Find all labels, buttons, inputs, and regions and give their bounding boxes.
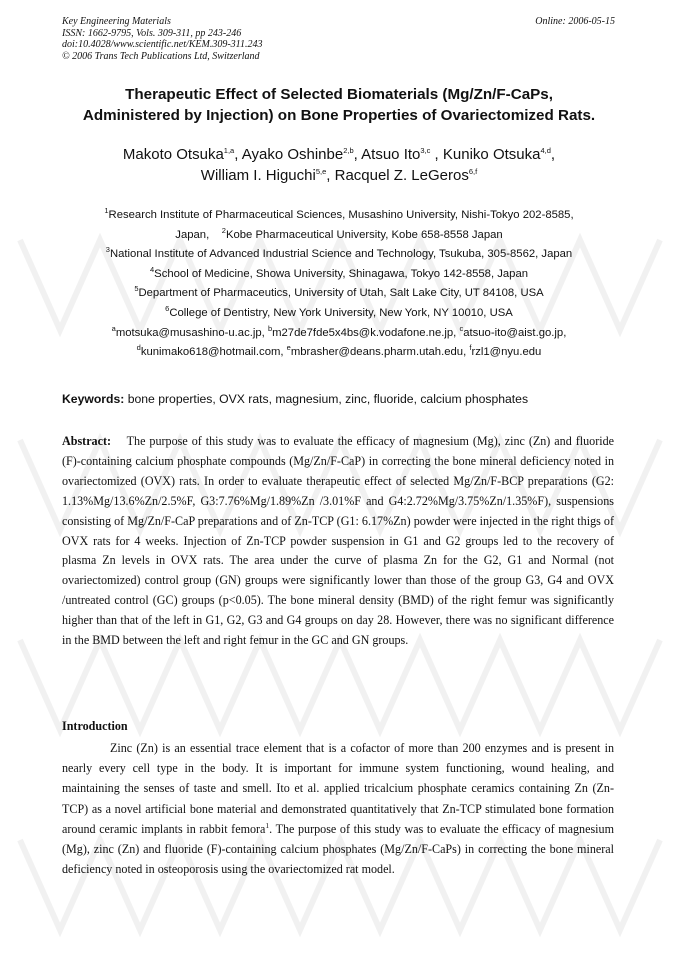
author-name: Kuniko Otsuka bbox=[442, 146, 541, 163]
author-affil-sup: 3,c bbox=[420, 146, 431, 155]
intro-text-2: . The purpose of this study was to evaluate the efficacy of magnesium (Mg), zinc (Zn) and fluoride (F)-containing calcium phosphates (Mg/Zn/F-CaPs) in correcting the bone mineral deficiency noted in osteoporosis using the ovariectomized rat model. bbox=[62, 821, 614, 877]
affiliation-6 bbox=[40, 304, 638, 324]
affiliation-3 bbox=[40, 245, 638, 265]
author-name: Racquel Z. LeGeros bbox=[334, 167, 469, 184]
affiliations bbox=[40, 206, 638, 363]
author-list bbox=[40, 144, 638, 186]
affil-text: National Institute of Advanced Industrial Science and Technology, Tsukuba, 305-8562, Japan bbox=[109, 248, 573, 261]
author-affil-sup: 5,e bbox=[315, 167, 327, 176]
email-link[interactable]: kunimako618@hotmail.com, bbox=[140, 346, 284, 359]
author-sep: , bbox=[353, 146, 362, 163]
journal-header bbox=[62, 16, 262, 62]
affil-sup: 1 bbox=[104, 206, 109, 216]
affil-text: Kobe Pharmaceutical University, Kobe 658-8558 Japan bbox=[225, 228, 503, 241]
author-sep: , bbox=[550, 146, 556, 163]
email-line-2 bbox=[40, 343, 638, 363]
email-sup: f bbox=[469, 343, 472, 353]
affil-text: Department of Pharmaceutics, University of Utah, Salt Lake City, UT 84108, USA bbox=[138, 287, 544, 300]
journal-name: Key Engineering Materials bbox=[62, 16, 171, 27]
affiliation-4 bbox=[40, 265, 638, 285]
abstract-text: The purpose of this study was to evaluate the efficacy of magnesium (Mg), zinc (Zn) and fluoride (F)-containing calcium phosphate compounds (Mg/Zn/F-CaP) in correcting the bone mineral deficiency noted in ovariectomized (OVX) rats. In order to evaluate therapeutic effect of selected Mg/Zn/F-BCP preparations (G2: 1.13%Mg/13.6%Zn/2.5%F, G3:7.76%Mg/1.89%Zn /3.01%F and G4:2.72%Mg/3.75%Zn/1.35%F), suspensions consisting of Mg/Zn/F-CaP preparations and of Zn-TCP (G1: 6.17%Zn) powder were injected in the right thigs of OVX rats for 4 weeks. Injection of Zn-TCP powder suspension in G1 and G2 groups led to the recovery of plasma Zn levels in OVX rats. The area under the curve of plasma Zn for the G2, G1 and Normal (not ovariectomized) control group (GN) groups were significantly lower than those of the group G3, G4 and OVX /untreated control (GC) groups (p<0.05). The bone mineral density (BMD) of the right femur was significantly higher than that of the left in G1, G2, G3 and G4 groups on day 28. However, there was no significant difference in the BMD between the left and right femur in the GC and GN groups. bbox=[62, 434, 614, 648]
paper-title bbox=[40, 84, 638, 126]
email-sup: e bbox=[286, 343, 291, 353]
introduction-body bbox=[62, 738, 614, 879]
affil-sup: 3 bbox=[105, 245, 110, 255]
author-affil-sup: 4,d bbox=[540, 146, 551, 155]
keywords-text: bone properties, OVX rats, magnesium, zinc, fluoride, calcium phosphates bbox=[127, 392, 529, 406]
email-sup: d bbox=[136, 343, 141, 353]
author-line-2 bbox=[40, 165, 638, 186]
author-name: Atsuo Ito bbox=[361, 146, 421, 163]
title-line-1: Therapeutic Effect of Selected Biomaterials (Mg/Zn/F-CaPs, bbox=[125, 86, 553, 103]
email-link[interactable]: atsuo-ito@aist.go.jp, bbox=[463, 326, 567, 339]
affil-text: College of Dentistry, New York University, New York, NY 10010, USA bbox=[169, 306, 513, 319]
online-date: Online: 2006-05-15 bbox=[535, 16, 615, 27]
affil-sup: 4 bbox=[149, 265, 155, 275]
author-affil-sup: 1,a bbox=[223, 146, 235, 155]
author-line-1 bbox=[40, 144, 638, 165]
author-sep: , bbox=[326, 167, 335, 184]
author-name: Makoto Otsuka bbox=[122, 146, 224, 163]
affil-sup: 2 bbox=[221, 225, 226, 235]
author-affil-sup: 2,b bbox=[343, 146, 354, 155]
keywords-label: Keywords: bbox=[62, 392, 125, 406]
affiliation-1-2 bbox=[40, 226, 638, 246]
affiliation-1 bbox=[40, 206, 638, 226]
email-link[interactable]: m27de7fde5x4bs@k.vodafone.ne.jp, bbox=[272, 326, 457, 339]
email-link[interactable]: mbrasher@deans.pharm.utah.edu, bbox=[290, 346, 467, 359]
title-line-2: Administered by Injection) on Bone Properties of Ovariectomized Rats. bbox=[82, 107, 596, 124]
issn-line: ISSN: 1662-9795, Vols. 309-311, pp 243-246 bbox=[62, 27, 242, 39]
email-line-1 bbox=[40, 324, 638, 344]
email-sup: b bbox=[267, 323, 273, 333]
author-name: Ayako Oshinbe bbox=[241, 146, 344, 163]
author-sep: , bbox=[430, 146, 443, 163]
email-sup: c bbox=[459, 323, 464, 333]
intro-text: Zinc (Zn) is an essential trace element that is a cofactor of more than 200 enzymes and is present in nearly every cell type in the body. It is important for immune system functioning, wound healing, and maintaining the senses of taste and smell. Ito et al. applied tricalcium phosphate ceramics containing Zn (Zn-TCP) as a novel artificial bone material and demonstrated quantitatively that Zn-TCP stimulated bone formation around ceramic implants in rabbit femora bbox=[62, 741, 614, 836]
keywords bbox=[62, 391, 622, 407]
introduction-heading: Introduction bbox=[62, 719, 128, 733]
affil-text: Japan, bbox=[175, 228, 210, 241]
email-link[interactable]: rzl1@nyu.edu bbox=[471, 346, 542, 359]
affil-sup: 5 bbox=[134, 284, 139, 294]
author-name: William I. Higuchi bbox=[200, 167, 316, 184]
copyright-line: © 2006 Trans Tech Publications Ltd, Switzerland bbox=[62, 50, 260, 62]
email-sup: a bbox=[111, 323, 116, 333]
affiliation-5 bbox=[40, 284, 638, 304]
doi-link[interactable]: doi:10.4028/www.scientific.net/KEM.309-311.243 bbox=[62, 39, 263, 50]
author-affil-sup: 6,f bbox=[468, 167, 478, 176]
reference-sup: 1 bbox=[265, 820, 270, 830]
author-sep: , bbox=[234, 146, 242, 163]
abstract bbox=[62, 432, 614, 651]
abstract-label: Abstract: bbox=[62, 434, 112, 448]
affil-text: Research Institute of Pharmaceutical Sciences, Musashino University, Nishi-Tokyo 202-8585, bbox=[108, 209, 574, 221]
affil-text: School of Medicine, Showa University, Shinagawa, Tokyo 142-8558, Japan bbox=[154, 267, 529, 280]
affil-sup: 6 bbox=[165, 304, 170, 314]
email-link[interactable]: motsuka@musashino-u.ac.jp, bbox=[115, 326, 265, 339]
